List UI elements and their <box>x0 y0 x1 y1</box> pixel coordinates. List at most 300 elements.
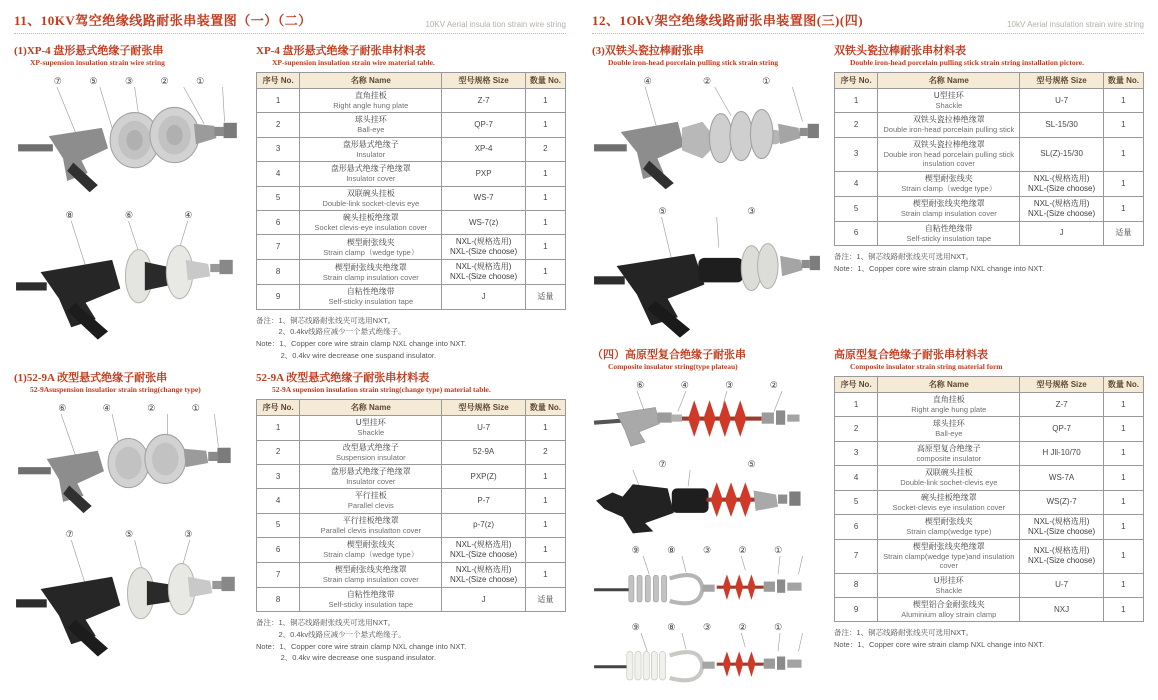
callout-number: ③ <box>725 380 734 390</box>
material-table-porcelain <box>834 72 1144 246</box>
cell-name: 楔型耐张线夹 Strain clamp（wedge type） <box>300 538 442 563</box>
callout-number: ① <box>196 76 205 86</box>
cell-name: 楔型耐张线夹绝缘罩 Strain clamp insulation cover <box>300 563 442 588</box>
cell-qty: 1 <box>525 235 565 260</box>
cell-size: PXP(Z) <box>442 464 525 488</box>
column-header: 数量 No. <box>1103 73 1143 89</box>
table-row <box>257 235 566 260</box>
cell-no: 7 <box>835 539 878 573</box>
cell-size: QP-7 <box>442 113 525 137</box>
callout-row <box>14 528 244 540</box>
table-title-cn: 双铁头瓷拉棒耐张串材料表 <box>834 45 966 57</box>
callout-number: ② <box>738 621 747 632</box>
cell-qty: 适量 <box>1103 221 1143 245</box>
cell-qty: 1 <box>1103 573 1143 597</box>
cell-name: 楔型耐张线夹绝缘罩 Strain clamp insulation cover <box>300 260 442 285</box>
cell-no: 2 <box>257 440 300 464</box>
cell-name: 盘形悬式绝缘子 Insulator <box>300 137 442 161</box>
left-page <box>14 10 566 690</box>
callout-row <box>592 621 822 633</box>
table-row <box>257 563 566 588</box>
table-row <box>257 162 566 186</box>
column-header: 序号 No. <box>257 400 300 416</box>
cell-size: SL-15/30 <box>1020 113 1103 137</box>
callout-number: ④ <box>184 210 193 221</box>
table-row <box>835 573 1144 597</box>
callout-number: ④ <box>643 76 652 86</box>
material-table-xp4 <box>256 72 566 310</box>
table-row <box>835 514 1144 539</box>
disc-insulator-string-image <box>14 414 244 520</box>
cell-qty: 1 <box>1103 171 1143 196</box>
photo-aluminium-clamp-string <box>592 544 822 613</box>
cell-size: U-7 <box>1020 89 1103 113</box>
table-row <box>835 113 1144 137</box>
table-row <box>257 113 566 137</box>
table-row <box>257 186 566 210</box>
cell-no: 5 <box>835 196 878 221</box>
covered-porcelain-stick-image <box>592 217 822 338</box>
cell-size: XP-4 <box>442 137 525 161</box>
cell-qty: 2 <box>525 440 565 464</box>
cell-size: 52-9A <box>442 440 525 464</box>
cell-qty: 1 <box>525 464 565 488</box>
photo-composite-string-covered <box>592 458 822 535</box>
table-row <box>835 441 1144 465</box>
column-header: 型号规格 Size <box>1020 73 1103 89</box>
table-row <box>835 466 1144 490</box>
cell-no: 3 <box>835 441 878 465</box>
aluminium-clamp-string-image <box>592 556 822 613</box>
cell-size: NXL-(规格选用) NXL-(Size choose) <box>442 538 525 563</box>
callout-number: ④ <box>680 380 689 390</box>
cell-no: 4 <box>257 162 300 186</box>
composite-string-image <box>592 391 822 450</box>
callout-number: ⑦ <box>658 459 667 470</box>
page-title: 11、10KV驾空绝缘线路耐张串装置图（一）（二） <box>14 13 312 28</box>
cell-size: PXP <box>442 162 525 186</box>
table-row <box>257 89 566 113</box>
illustration-52-9a <box>14 402 244 659</box>
cell-name: 楔型耐张线夹 Strain clamp（wedge type） <box>878 171 1020 196</box>
cell-qty: 1 <box>525 89 565 113</box>
cell-name: 自粘性绝缘带 Self-sticky insulation tape <box>300 285 442 309</box>
section-title-cn: (3)双铁头瓷拉棒耐张串 <box>592 45 704 57</box>
cell-qty: 1 <box>525 563 565 588</box>
cell-qty: 1 <box>1103 89 1143 113</box>
table-row <box>257 464 566 488</box>
note-line: 2、0.4kv wire decrease one suspand insulator. <box>256 653 437 663</box>
table-title-en: 52-9A supension insulation strain string(change type) material table. <box>272 385 491 395</box>
cell-size: WS-7A <box>1020 466 1103 490</box>
note-line: 备注：1、铜芯线路耐张线夹可选用NXT。 <box>834 628 974 638</box>
table-row <box>257 285 566 309</box>
callout-number: ③ <box>702 621 712 632</box>
cell-qty: 1 <box>1103 598 1143 622</box>
cell-no: 3 <box>257 464 300 488</box>
cell-qty: 1 <box>1103 514 1143 539</box>
section-title <box>592 42 822 67</box>
photo-porcelain-stick-covered <box>592 205 822 338</box>
photo-insulator-string-covered <box>14 209 244 342</box>
cell-no: 4 <box>835 466 878 490</box>
cell-name: 双铁头瓷拉棒绝缘罩 Double iron head porcelain pulling stick insulation cover <box>878 137 1020 171</box>
cell-qty: 1 <box>525 162 565 186</box>
callout-row <box>14 402 244 414</box>
section-title-en: Composite insulator string(type plateau) <box>608 362 738 371</box>
cell-name: 直角挂板 Right angle hung plate <box>878 393 1020 417</box>
section-title-cn: （四）高原型复合绝缘子耐张串 <box>592 349 746 361</box>
cell-name: 楔型耐张线夹绝缘罩 Strain clamp insulation cover <box>878 196 1020 221</box>
callout-row <box>592 544 822 556</box>
table-row <box>835 89 1144 113</box>
cell-qty: 1 <box>1103 466 1143 490</box>
column-header: 型号规格 Size <box>442 73 525 89</box>
note-line: Note：1、Copper core wire strain clamp NXL change into NXT. <box>256 641 467 651</box>
cell-no: 2 <box>835 113 878 137</box>
cell-qty: 1 <box>1103 417 1143 441</box>
photo-insulator-string <box>14 402 244 520</box>
cell-no: 4 <box>257 489 300 513</box>
callout-number: ⑥ <box>124 210 134 221</box>
callout-row <box>592 205 822 217</box>
right-page <box>592 10 1144 690</box>
column-header: 名称 Name <box>878 377 1020 393</box>
disc-insulator-string-image <box>14 87 244 201</box>
cell-name: 楔型耐张线夹绝缘罩 Strain clamp(wedge type)and insulation cover <box>878 539 1020 573</box>
cell-size: NXL-(规格选用) NXL-(Size choose) <box>442 563 525 588</box>
column-header: 数量 No. <box>525 400 565 416</box>
cell-qty: 1 <box>525 186 565 210</box>
callout-number: ④ <box>102 403 111 414</box>
cell-qty: 1 <box>525 489 565 513</box>
callout-number: ② <box>738 544 747 555</box>
cell-name: 碗头挂板绝缘罩 Socket-clevis eye insulation cover <box>878 490 1020 514</box>
table-row <box>257 588 566 612</box>
header-row <box>835 377 1144 393</box>
cell-name: 双铁头瓷拉棒绝缘罩 Double iron-head porcelain pulling stick <box>878 113 1020 137</box>
section-52-9a <box>14 369 566 664</box>
header-row <box>257 73 566 89</box>
table-row <box>835 196 1144 221</box>
cell-no: 9 <box>257 285 300 309</box>
cell-qty: 适量 <box>525 285 565 309</box>
cell-qty: 1 <box>1103 113 1143 137</box>
cell-no: 5 <box>257 513 300 537</box>
cell-name: U型挂环 Shackle <box>300 416 442 440</box>
section-porcelain-left <box>592 42 822 338</box>
material-table-composite <box>834 376 1144 622</box>
column-header: 序号 No. <box>835 377 878 393</box>
cell-no: 8 <box>257 588 300 612</box>
section-52-9a-right <box>256 369 566 664</box>
cell-no: 7 <box>257 235 300 260</box>
table-title-cn: 52-9A 改型悬式绝缘子耐张串材料表 <box>256 372 430 385</box>
illustration-xp4 <box>14 75 244 342</box>
table-notes <box>256 315 566 362</box>
note-line: Note：1、Copper core wire strain clamp NXL change into NXT. <box>256 338 467 348</box>
cell-no: 1 <box>835 393 878 417</box>
cell-size: NXL-(规格选用) NXL-(Size choose) <box>442 235 525 260</box>
callout-number: ③ <box>702 544 712 555</box>
cell-name: 自粘性绝缘带 Self-sticky insulation tape <box>878 221 1020 245</box>
table-title-en: Double iron-head porcelain pulling stick strain string installation pictore. <box>850 58 1084 67</box>
page-title: 12、1OkV架空绝缘线路耐张串装置图(三)(四) <box>592 13 864 28</box>
cell-name: 球头挂环 Ball-eye <box>300 113 442 137</box>
cell-no: 1 <box>835 89 878 113</box>
callout-number: ⑤ <box>658 206 667 217</box>
callout-number: ⑧ <box>667 544 676 555</box>
covered-aluminium-clamp-string-image <box>592 633 822 690</box>
cell-no: 2 <box>835 417 878 441</box>
callout-number: ⑧ <box>65 210 74 221</box>
cell-size: WS(Z)-7 <box>1020 490 1103 514</box>
callout-row <box>592 379 822 391</box>
section-52-9a-left <box>14 369 244 664</box>
note-line: 2、0.4kv wire decrease one suspand insulator. <box>256 350 437 360</box>
column-header: 型号规格 Size <box>442 400 525 416</box>
cell-size: J <box>1020 221 1103 245</box>
table-title-en: XP-supension insulation strain wire material table. <box>272 58 435 67</box>
callout-row <box>592 75 822 87</box>
callout-number: ⑧ <box>667 621 676 632</box>
section-composite-left <box>592 346 822 690</box>
cell-name: 楔型耐张线夹 Strain clamp（wedge type） <box>300 235 442 260</box>
cell-name: 平行挂板绝缘罩 Parallel clevis insulatton cover <box>300 513 442 537</box>
callout-number: ⑤ <box>124 529 134 540</box>
callout-number: ② <box>160 76 169 86</box>
table-row <box>257 416 566 440</box>
cell-size: SL(Z)-15/30 <box>1020 137 1103 171</box>
cell-size: H Jll-10/70 <box>1020 441 1103 465</box>
photo-aluminium-clamp-string-covered <box>592 621 822 690</box>
cell-no: 5 <box>835 490 878 514</box>
section-title <box>14 42 244 67</box>
note-line: 2、0.4kv线路应减少一个悬式绝缘子。 <box>256 630 406 639</box>
cell-qty: 1 <box>1103 137 1143 171</box>
cell-no: 8 <box>835 573 878 597</box>
cell-size: NXL-(规格选用) NXL-(Size choose) <box>1020 171 1103 196</box>
section-title-en: 52-9Asuspension insulatior strain string(change type) <box>30 385 201 395</box>
cell-size: NXL-(规格选用) NXL-(Size choose) <box>442 260 525 285</box>
note-line: 备注：1、铜芯线路耐张线夹可选用NXT。 <box>834 251 974 261</box>
column-header: 数量 No. <box>525 73 565 89</box>
callout-number: ③ <box>124 76 134 86</box>
cell-size: NXL-(规格选用) NXL-(Size choose) <box>1020 196 1103 221</box>
callout-row <box>14 209 244 221</box>
section-title <box>14 369 244 394</box>
table-title <box>834 42 1144 67</box>
table-row <box>835 417 1144 441</box>
cell-no: 2 <box>257 113 300 137</box>
cell-qty: 2 <box>525 137 565 161</box>
callout-number: ⑥ <box>636 380 645 390</box>
callout-row <box>14 75 244 87</box>
cell-name: 球头挂环 Ball-eye <box>878 417 1020 441</box>
cell-name: 自粘性绝缘带 Self-sticky insulation tape <box>300 588 442 612</box>
cell-name: U型挂环 Shackle <box>878 89 1020 113</box>
cell-qty: 1 <box>525 260 565 285</box>
photo-insulator-string-covered <box>14 528 244 659</box>
section-porcelain-stick <box>592 42 1144 338</box>
cell-qty: 1 <box>1103 490 1143 514</box>
table-row <box>835 137 1144 171</box>
column-header: 名称 Name <box>878 73 1020 89</box>
column-header: 型号规格 Size <box>1020 377 1103 393</box>
table-notes <box>834 627 1144 650</box>
cell-size: Z-7 <box>442 89 525 113</box>
table-row <box>835 490 1144 514</box>
cell-no: 5 <box>257 186 300 210</box>
callout-number: ① <box>762 76 771 86</box>
note-line: 备注：1、铜芯线路耐张线夹可选用NXT。 <box>256 618 396 628</box>
cell-size: Z-7 <box>1020 393 1103 417</box>
table-title-en: Composite insulator strain string material form <box>850 362 1003 371</box>
cell-name: 双联碗头挂板 Double-link socket-clevis eye <box>300 186 442 210</box>
cell-no: 6 <box>835 221 878 245</box>
material-table-52-9a <box>256 399 566 612</box>
cell-name: 盘形悬式绝缘子绝缘罩 Insulator cover <box>300 162 442 186</box>
callout-number: ⑤ <box>89 76 98 86</box>
photo-insulator-string <box>14 75 244 201</box>
cell-qty: 1 <box>1103 441 1143 465</box>
table-row <box>257 538 566 563</box>
table-notes <box>256 617 566 664</box>
right-page-header <box>592 10 1144 34</box>
cell-size: U-7 <box>442 416 525 440</box>
cell-name: 双联碗头挂板 Double-link sochet-clevis eye <box>878 466 1020 490</box>
photo-porcelain-stick <box>592 75 822 197</box>
callout-number: ③ <box>747 206 756 217</box>
table-row <box>257 137 566 161</box>
cell-no: 8 <box>257 260 300 285</box>
cell-size: J <box>442 588 525 612</box>
left-page-header <box>14 10 566 34</box>
cell-name: 直角挂板 Right angle hung plate <box>300 89 442 113</box>
table-row <box>835 221 1144 245</box>
cell-no: 3 <box>835 137 878 171</box>
cell-no: 6 <box>835 514 878 539</box>
callout-number: ⑥ <box>58 403 67 414</box>
callout-number: ① <box>774 621 783 632</box>
cell-qty: 1 <box>525 210 565 234</box>
section-title-en: Double iron-head porcelain pulling stick strain string <box>608 58 779 67</box>
column-header: 序号 No. <box>257 73 300 89</box>
table-title-cn: XP-4 盘形悬式绝缘子耐张串材料表 <box>256 45 426 57</box>
photo-composite-string <box>592 379 822 450</box>
section-xp4 <box>14 42 566 361</box>
cell-no: 9 <box>835 598 878 622</box>
column-header: 名称 Name <box>300 73 442 89</box>
section-porcelain-right <box>834 42 1144 338</box>
table-row <box>835 598 1144 622</box>
covered-insulator-string-image <box>14 540 244 659</box>
table-row <box>835 393 1144 417</box>
cell-no: 6 <box>257 538 300 563</box>
table-row <box>257 513 566 537</box>
cell-size: J <box>442 285 525 309</box>
covered-composite-string-image <box>592 470 822 535</box>
callout-number: ② <box>147 403 156 414</box>
table-row <box>257 210 566 234</box>
cell-name: 改型悬式绝缘子 Suspension insulator <box>300 440 442 464</box>
table-title <box>256 369 566 394</box>
cell-qty: 1 <box>1103 196 1143 221</box>
cell-size: QP-7 <box>1020 417 1103 441</box>
section-xp4-left <box>14 42 244 361</box>
illustration-composite <box>592 379 822 690</box>
cell-name: U形挂环 Shackle <box>878 573 1020 597</box>
cell-size: NXJ <box>1020 598 1103 622</box>
cell-name: 高原型复合绝缘子 composite insulator <box>878 441 1020 465</box>
table-row <box>257 440 566 464</box>
section-title-en: XP-supension insulation strain wire string <box>30 58 165 67</box>
cell-no: 1 <box>257 416 300 440</box>
callout-number: ① <box>774 544 783 555</box>
callout-number: ⑦ <box>53 76 62 86</box>
section-title <box>592 346 822 371</box>
cell-qty: 1 <box>525 538 565 563</box>
cell-name: 楔型耐张线夹 Strain clamp(wedge type) <box>878 514 1020 539</box>
note-line: 2、0.4kv线路应减少一个悬式绝缘子。 <box>256 327 406 337</box>
column-header: 数量 No. <box>1103 377 1143 393</box>
cell-name: 平行挂板 Parallel clevis <box>300 489 442 513</box>
cell-size: U-7 <box>1020 573 1103 597</box>
table-title <box>256 42 566 67</box>
cell-size: NXL-(规格选用) NXL-(Size choose) <box>1020 514 1103 539</box>
callout-number: ⑨ <box>631 621 640 632</box>
table-row <box>257 489 566 513</box>
cell-qty: 1 <box>525 513 565 537</box>
table-notes <box>834 251 1144 274</box>
table-row <box>835 539 1144 573</box>
cell-qty: 1 <box>525 113 565 137</box>
table-row <box>257 260 566 285</box>
page-subtitle: 10kV Aerial insulation strain wire string <box>1007 20 1144 29</box>
section-composite <box>592 346 1144 690</box>
cell-qty: 适量 <box>525 588 565 612</box>
covered-insulator-string-image <box>14 221 244 342</box>
section-xp4-right <box>256 42 566 361</box>
cell-no: 3 <box>257 137 300 161</box>
cell-size: p-7(z) <box>442 513 525 537</box>
column-header: 名称 Name <box>300 400 442 416</box>
illustration-porcelain-stick <box>592 75 822 338</box>
cell-size: WS-7 <box>442 186 525 210</box>
cell-name: 盘形悬式绝缘子绝缘罩 Insulator cover <box>300 464 442 488</box>
note-line: Note：1、Copper core wire strain clamp NXL change into NXT. <box>834 263 1045 273</box>
column-header: 序号 No. <box>835 73 878 89</box>
cell-no: 4 <box>835 171 878 196</box>
header-row <box>257 400 566 416</box>
cell-no: 6 <box>257 210 300 234</box>
callout-number: ③ <box>184 529 193 540</box>
section-title-cn: (1)XP-4 盘形悬式绝缘子耐张串 <box>14 45 164 57</box>
cell-qty: 1 <box>1103 393 1143 417</box>
callout-number: ⑨ <box>631 544 640 555</box>
cell-size: NXL-(规格选用) NXL-(Size choose) <box>1020 539 1103 573</box>
cell-name: 碗头挂板绝缘罩 Socket clevis-eye insulation cover <box>300 210 442 234</box>
cell-qty: 1 <box>525 416 565 440</box>
cell-size: P-7 <box>442 489 525 513</box>
cell-qty: 1 <box>1103 539 1143 573</box>
cell-size: WS-7(z) <box>442 210 525 234</box>
callout-number: ② <box>769 380 778 390</box>
callout-row <box>592 458 822 470</box>
cell-no: 1 <box>257 89 300 113</box>
porcelain-stick-image <box>592 87 822 197</box>
callout-number: ① <box>191 403 200 414</box>
